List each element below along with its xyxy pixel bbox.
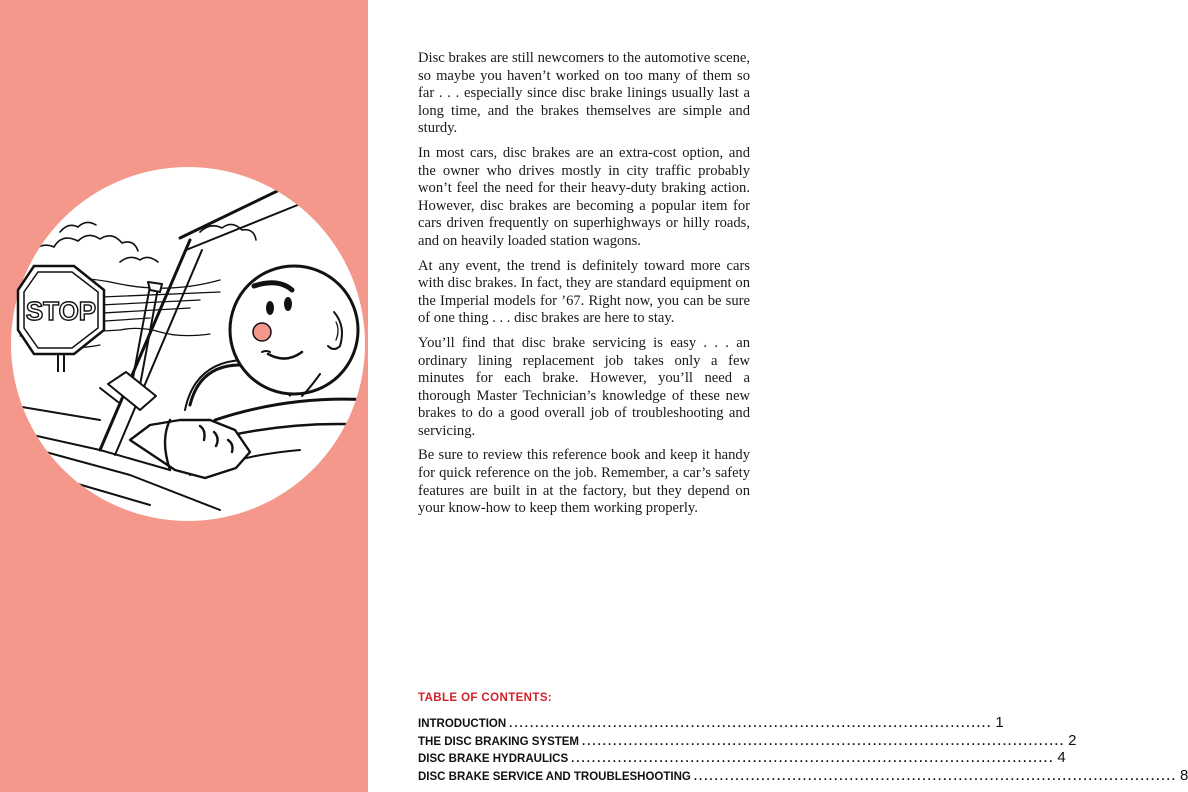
toc-leader-dots: ............................................................................................. [571, 753, 1055, 765]
toc-entry-label: DISC BRAKE HYDRAULICS [418, 753, 569, 765]
paragraph-intro: Disc brakes are still newcomers to the automotive scene, so maybe you haven’t worked on too many of them so far . . . especially since disc brake linings usually last a long time, and the brakes themselves are simple and sturdy. [418, 50, 750, 137]
toc-entry-page: 2 [1068, 731, 1077, 749]
paragraph-option: In most cars, disc brakes are an extra-cost option, and the owner who drives mostly in city traffic probably won’t feel the need for their heavy-duty braking action. However, disc brakes are becoming a popular item for cars driven frequently on superhighways or hilly roads, and on heavily loaded station wagons. [418, 144, 750, 249]
toc-entry[interactable] [418, 749, 1066, 767]
stop-sign-text: STOP [25, 296, 97, 326]
toc-entry-page: 8 [1179, 766, 1188, 784]
toc-entry-page: 4 [1057, 749, 1066, 766]
toc-entry-page: 1 [995, 714, 1004, 731]
table-of-contents [418, 692, 1188, 784]
cartoon-head-icon [230, 266, 358, 396]
toc-entry-label: DISC BRAKE SERVICE AND TROUBLESHOOTING [418, 770, 691, 783]
toc-entry[interactable] [418, 766, 1188, 785]
toc-leader-dots: ............................................................................................. [693, 770, 1177, 783]
toc-title: TABLE OF CONTENTS: [418, 692, 553, 704]
paragraph-trend: At any event, the trend is definitely toward more cars with disc brakes. In fact, they are standard equipment on the Imperial models for ’67. Right now, you can be sure of one thing . . . disc brakes are here to stay. [418, 257, 750, 327]
toc-entry[interactable] [418, 731, 1077, 750]
paragraph-servicing: You’ll find that disc brake servicing is easy . . . an ordinary lining replacement job takes only a few minutes for each brake. However, you’ll need a thorough Master Technician’s knowledge of these new brakes to do a good overall job of troubleshooting and servicing. [418, 334, 750, 439]
body-text [418, 50, 750, 525]
paragraph-review: Be sure to review this reference book and keep it handy for quick reference on the job. Remember, a car’s safety features are built in at the factory, but they depend on your know-how to keep them working properly. [418, 447, 750, 517]
toc-leader-dots: ............................................................................................. [509, 718, 993, 730]
toc-entry-label: INTRODUCTION [418, 718, 507, 730]
cartoon-illustration [0, 150, 368, 530]
toc-entry[interactable] [418, 714, 1004, 732]
toc-entry-label: THE DISC BRAKING SYSTEM [418, 735, 580, 748]
toc-leader-dots: ............................................................................................. [582, 735, 1066, 748]
